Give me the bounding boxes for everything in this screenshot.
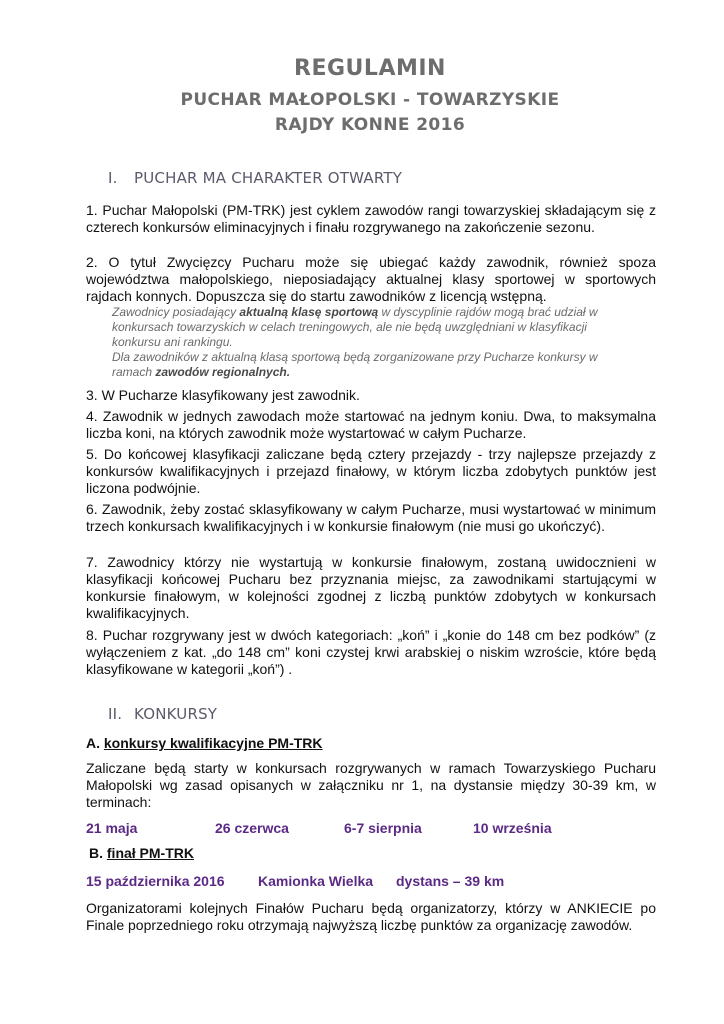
rule-note: Zawodnicy posiadający aktualną klasę sportową w dyscyplinie rajdów mogą brać udział w konkursach towarzyskich w celach treningowych, ale nie będą uwzględniani w klasyfikacji konkursu ani rankingu. Dla zawodników z aktualną klasą sportową będą zorganizowane przy Pucharze konkursy w ramach zawodów regionalnych. xyxy=(112,305,598,379)
qualifying-date-2: 26 czerwca xyxy=(215,820,289,836)
document-subtitle-line1: PUCHAR MAŁOPOLSKI - TOWARZYSKIE xyxy=(180,90,560,110)
document-title: REGULAMIN xyxy=(294,56,446,81)
subsection-a-heading: A. konkursy kwalifikacyjne PM-TRK xyxy=(86,735,323,751)
subsection-b-heading: B. finał PM-TRK xyxy=(89,845,194,861)
final-place: Kamionka Wielka xyxy=(258,873,374,889)
section-1-heading xyxy=(108,169,402,187)
section-2-heading xyxy=(108,705,217,723)
rule-item-1: 1. Puchar Małopolski (PM-TRK) jest cyklem zawodów rangi towarzyskiej składającym się z czterech konkursów eliminacyjnych i finału rozgrywanego na zakończenie sezonu. xyxy=(86,202,656,235)
qualifying-date-4: 10 września xyxy=(473,820,552,836)
rule-item-5: 5. Do końcowej klasyfikacji zaliczane będą cztery przejazdy - trzy najlepsze przejazdy z konkursów kwalifikacyjnych i przejazd finałowy, w którym liczba zdobytych punktów jest liczona podwójnie. xyxy=(86,446,656,496)
section-2-title: KONKURSY xyxy=(134,705,218,723)
rule-item-8: 8. Puchar rozgrywany jest w dwóch kategoriach: „koń” i „konie do 148 cm bez podków” (z wyłączeniem z kat. „do 148 cm” koni czystej krwi arabskiej o niskim wzroście, które będą klasyfikowane w kategorii „koń”) . xyxy=(86,627,656,677)
section-1-number: I. xyxy=(108,169,118,187)
section-2-number: II. xyxy=(108,705,123,723)
document-subtitle-line2: RAJDY KONNE 2016 xyxy=(274,115,466,135)
qualifying-date-1: 21 maja xyxy=(86,820,138,836)
rule-item-7: 7. Zawodnicy którzy nie wystartują w konkursie finałowym, zostaną uwidocznieni w klasyfikacji końcowej Pucharu bez przyznania miejsc, za zawodnikami startującymi w konkursie finałowym, w kolejności zgodnej z liczbą punktów zdobytych w konkursach kwalifikacyjnych. xyxy=(86,554,656,621)
final-distance: dystans – 39 km xyxy=(396,873,505,889)
rule-item-2: 2. O tytuł Zwycięzcy Pucharu może się ubiegać każdy zawodnik, również spoza województwa małopolskiego, nieposiadający aktualnej klasy sportowej w sportowych rajdach konnych. Dopuszcza się do startu zawodników z licencją wstępną. xyxy=(86,254,656,304)
subsection-b-title: finał PM-TRK xyxy=(106,845,194,861)
qualifying-description: Zaliczane będą starty w konkursach rozgrywanych w ramach Towarzyskiego Pucharu Małopolski wg zasad opisanych w załączniku nr 1, na dystansie między 30-39 km, w terminach: xyxy=(86,760,656,810)
qualifying-date-3: 6-7 sierpnia xyxy=(344,820,422,836)
subsection-a-title: konkursy kwalifikacyjne PM-TRK xyxy=(103,735,323,751)
organizers-paragraph: Organizatorami kolejnych Finałów Pucharu będą organizatorzy, którzy w ANKIECIE po Finale poprzedniego roku otrzymają najwyższą liczbę punktów za organizację zawodów. xyxy=(86,900,656,933)
rule-item-3: 3. W Pucharze klasyfikowany jest zawodnik. xyxy=(86,387,360,403)
rule-item-6: 6. Zawodnik, żeby zostać sklasyfikowany w całym Pucharze, musi wystartować w minimum trzech konkursach kwalifikacyjnych i w konkursie finałowym (nie musi go ukończyć). xyxy=(86,501,656,534)
final-date: 15 października 2016 xyxy=(86,873,225,889)
section-1-title: PUCHAR MA CHARAKTER OTWARTY xyxy=(134,169,403,187)
rule-item-4: 4. Zawodnik w jednych zawodach może startować na jednym koniu. Dwa, to maksymalna liczba koni, na których zawodnik może wystartować w całym Pucharze. xyxy=(86,408,656,441)
